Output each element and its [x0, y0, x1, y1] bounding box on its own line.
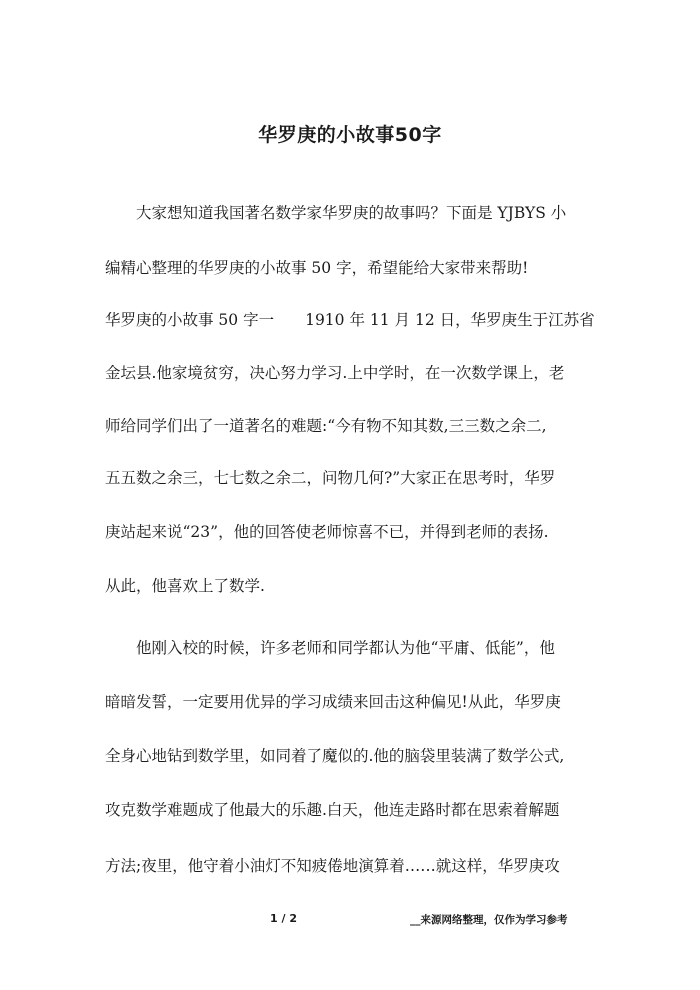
footer-note: __来源网络整理，仅作为学习参考: [410, 914, 568, 926]
body-line: 从此，他喜欢上了数学.: [105, 577, 265, 595]
body-line: 全身心地钻到数学里，如同着了魔似的.他的脑袋里装满了数学公式,: [105, 747, 565, 765]
body-line: 他刚入校的时候，许多老师和同学都认为他“平庸、低能”，他: [105, 639, 555, 657]
body-line: 大家想知道我国著名数学家华罗庚的故事吗？下面是 YJBYS 小: [105, 204, 567, 222]
document-title: 华罗庚的小故事50字: [258, 124, 442, 146]
body-line: 攻克数学难题成了他最大的乐趣.白天，他连走路时都在思索着解题: [105, 801, 560, 819]
page-number: 1 / 2: [270, 912, 297, 925]
body-line: 庚站起来说“23”，他的回答使老师惊喜不已，并得到老师的表扬.: [105, 523, 549, 541]
body-line: 方法;夜里，他守着小油灯不知疲倦地演算着……就这样，华罗庚攻: [105, 857, 560, 875]
body-line: 师给同学们出了一道著名的难题:“今有物不知其数,三三数之余二,: [105, 417, 547, 435]
body-line: 暗暗发誓，一定要用优异的学习成绩来回击这种偏见!从此，华罗庚: [105, 693, 561, 711]
body-line: 五五数之余三，七七数之余二，问物几何?”大家正在思考时，华罗: [105, 469, 556, 487]
body-line: 华罗庚的小故事 50 字一 1910 年 11 月 12 日，华罗庚生于江苏省: [105, 311, 595, 329]
body-line: 金坛县.他家境贫穷，决心努力学习.上中学时，在一次数学课上，老: [105, 364, 565, 382]
body-line: 编精心整理的华罗庚的小故事 50 字，希望能给大家带来帮助!: [105, 259, 529, 277]
